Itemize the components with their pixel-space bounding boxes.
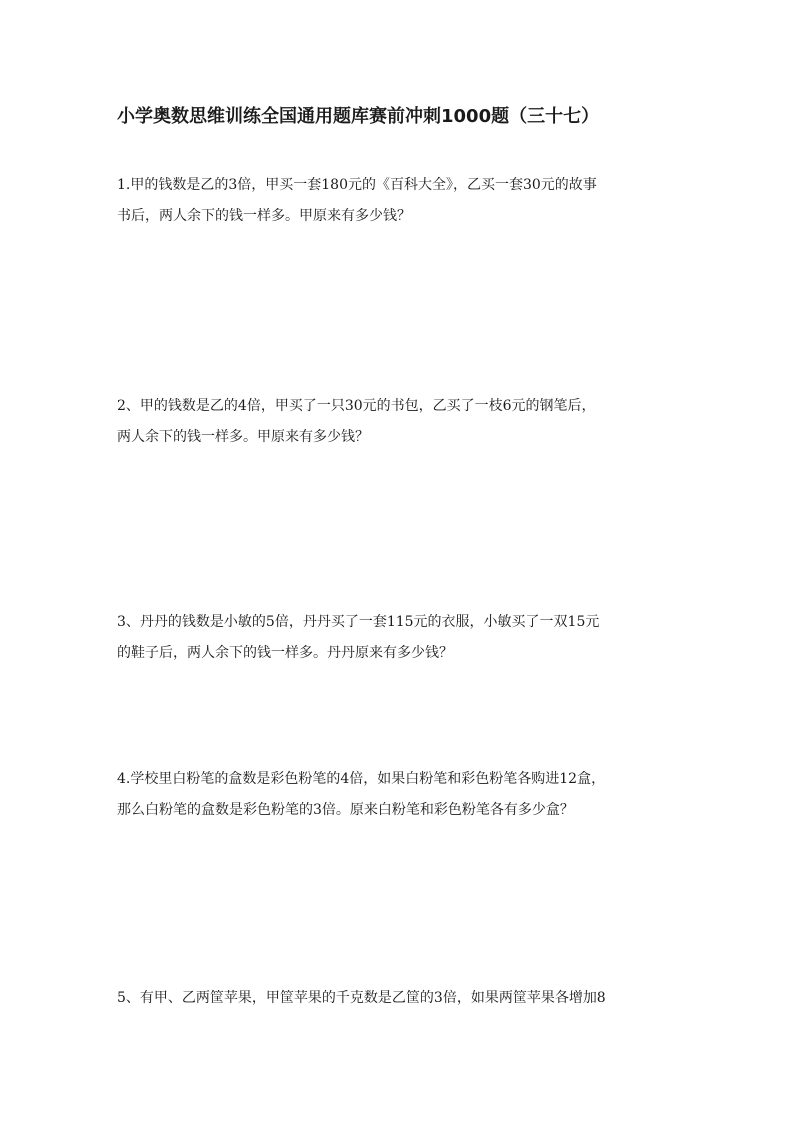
question-2-line-1: 2、甲的钱数是乙的4倍，甲买了一只30元的书包，乙买了一枝6元的钢笔后， bbox=[117, 398, 596, 414]
question-3-line-2: 的鞋子后，两人余下的钱一样多。丹丹原来有多少钱？ bbox=[117, 645, 453, 661]
question-4-line-2: 那么白粉笔的盒数是彩色粉笔的3倍。原来白粉笔和彩色粉笔各有多少盒？ bbox=[117, 802, 574, 818]
question-1-line-2: 书后，两人余下的钱一样多。甲原来有多少钱？ bbox=[117, 208, 411, 224]
question-2-line-2: 两人余下的钱一样多。甲原来有多少钱？ bbox=[117, 429, 369, 445]
question-1 bbox=[117, 170, 677, 232]
question-4-line-1: 4.学校里白粉笔的盒数是彩色粉笔的4倍，如果白粉笔和彩色粉笔各购进12盒， bbox=[117, 771, 606, 787]
question-2 bbox=[117, 391, 677, 453]
question-3-line-1: 3、丹丹的钱数是小敏的5倍，丹丹买了一套115元的衣服，小敏买了一双15元 bbox=[117, 614, 600, 630]
question-5 bbox=[117, 983, 677, 1014]
question-5-line-1: 5、有甲、乙两筐苹果，甲筐苹果的千克数是乙筐的3倍，如果两筐苹果各增加8 bbox=[117, 990, 606, 1006]
page-title: 小学奥数思维训练全国通用题库赛前冲刺1000题（三十七） bbox=[117, 106, 600, 127]
question-3 bbox=[117, 607, 677, 669]
question-4 bbox=[117, 764, 677, 826]
question-1-line-1: 1.甲的钱数是乙的3倍，甲买一套180元的《百科大全》，乙买一套30元的故事 bbox=[117, 177, 597, 193]
